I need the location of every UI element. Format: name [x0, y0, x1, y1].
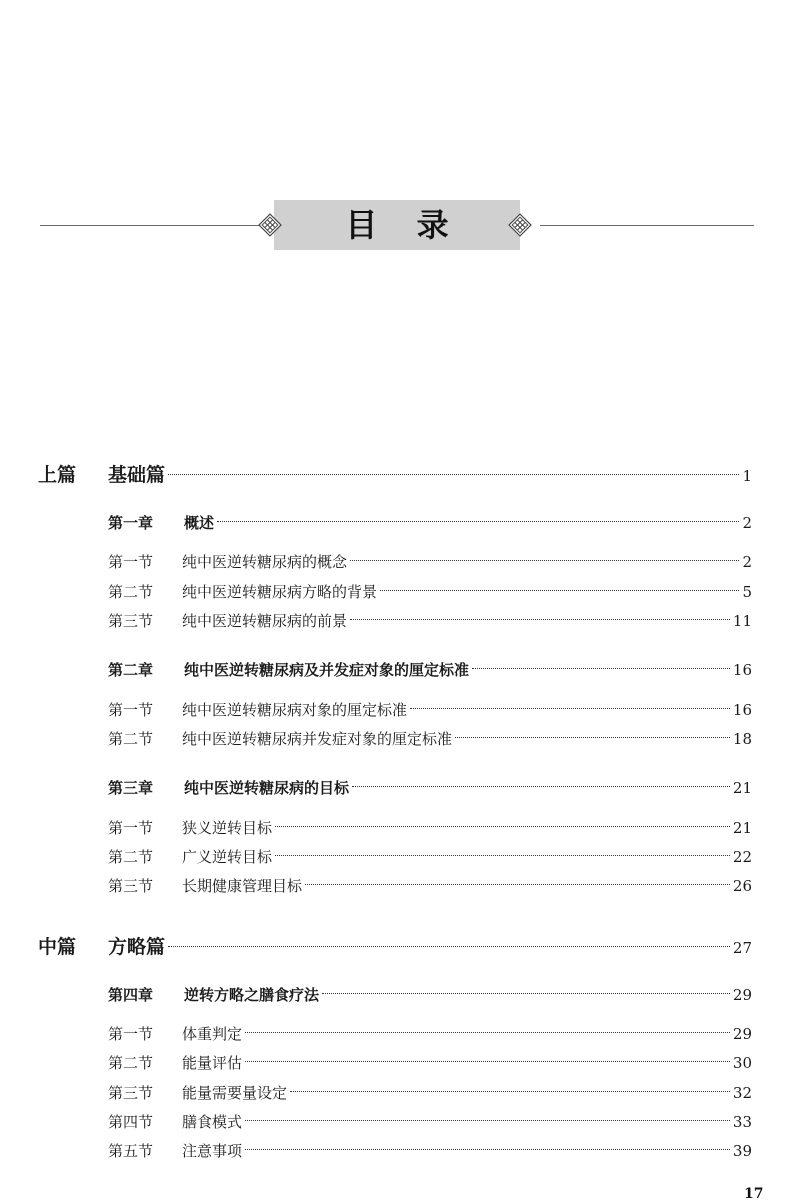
toc-section-entry[interactable] — [108, 608, 752, 634]
dot-leader — [350, 619, 730, 620]
dot-leader — [472, 668, 730, 669]
page-ref: 21 — [732, 779, 752, 797]
section-number: 第二节 — [108, 730, 154, 748]
dot-leader — [245, 1032, 730, 1033]
toc-section-entry[interactable] — [108, 1109, 752, 1135]
toc-section-entry[interactable] — [108, 549, 752, 575]
section-title: 注意事项 — [182, 1142, 243, 1160]
dot-leader — [168, 946, 730, 947]
section-title: 能量需要量设定 — [182, 1084, 288, 1102]
section-title: 能量评估 — [182, 1054, 243, 1072]
section-title: 长期健康管理目标 — [182, 877, 303, 895]
page-ref: 1 — [742, 467, 752, 485]
page-ref: 5 — [742, 583, 752, 601]
toc-chapter-entry[interactable] — [108, 982, 752, 1008]
dot-leader — [245, 1120, 730, 1121]
toc-section-entry[interactable] — [108, 726, 752, 752]
page-number: 17 — [744, 1186, 764, 1202]
page-ref: 16 — [732, 701, 752, 719]
dot-leader — [217, 521, 739, 522]
page-title: 目 录 — [345, 206, 463, 244]
dot-leader — [275, 855, 730, 856]
page-ref: 29 — [732, 986, 752, 1004]
toc-section-entry[interactable] — [108, 1050, 752, 1076]
toc-section-entry[interactable] — [108, 1080, 752, 1106]
toc-chapter-entry[interactable] — [108, 510, 752, 536]
section-number: 第三节 — [108, 612, 154, 630]
dot-leader — [380, 590, 739, 591]
section-number: 第一节 — [108, 819, 154, 837]
page-ref: 33 — [732, 1113, 752, 1131]
toc-section-entry[interactable] — [108, 697, 752, 723]
dot-leader — [455, 737, 730, 738]
toc-section-entry[interactable] — [108, 1021, 752, 1047]
toc-section-entry[interactable] — [108, 1138, 752, 1164]
chapter-number: 第四章 — [108, 986, 154, 1004]
section-title: 狭义逆转目标 — [182, 819, 273, 837]
page-ref: 32 — [732, 1084, 752, 1102]
toc-chapter-entry[interactable] — [108, 657, 752, 683]
section-number: 第三节 — [108, 1084, 154, 1102]
page-ref: 16 — [732, 661, 752, 679]
toc-part-entry[interactable] — [38, 462, 752, 488]
dot-leader — [168, 474, 739, 475]
page-ref: 11 — [732, 612, 752, 630]
page-ref: 21 — [732, 819, 752, 837]
chapter-title: 纯中医逆转糖尿病及并发症对象的厘定标准 — [184, 661, 470, 679]
section-number: 第一节 — [108, 1025, 154, 1043]
dot-leader — [245, 1149, 730, 1150]
page-ref: 27 — [732, 939, 752, 957]
toc-section-entry[interactable] — [108, 579, 752, 605]
section-number: 第一节 — [108, 701, 154, 719]
dot-leader — [305, 884, 730, 885]
page-ref: 26 — [732, 877, 752, 895]
section-title: 广义逆转目标 — [182, 848, 273, 866]
toc-section-entry[interactable] — [108, 815, 752, 841]
chapter-title: 纯中医逆转糖尿病的目标 — [184, 779, 350, 797]
part-title: 基础篇 — [108, 464, 166, 486]
chapter-number: 第三章 — [108, 779, 154, 797]
page-ref: 18 — [732, 730, 752, 748]
toc-section-entry[interactable] — [108, 844, 752, 870]
page-ref: 30 — [732, 1054, 752, 1072]
section-number: 第二节 — [108, 848, 154, 866]
chapter-number: 第二章 — [108, 661, 154, 679]
part-number: 中篇 — [38, 936, 77, 958]
part-number: 上篇 — [38, 464, 77, 486]
toc-chapter-entry[interactable] — [108, 775, 752, 801]
page-ref: 39 — [732, 1142, 752, 1160]
section-number: 第一节 — [108, 553, 154, 571]
section-number: 第五节 — [108, 1142, 154, 1160]
page-ref: 29 — [732, 1025, 752, 1043]
section-title: 纯中医逆转糖尿病对象的厘定标准 — [182, 701, 408, 719]
page-ref: 22 — [732, 848, 752, 866]
section-title: 膳食模式 — [182, 1113, 243, 1131]
section-title: 纯中医逆转糖尿病方略的背景 — [182, 583, 378, 601]
dot-leader — [245, 1061, 730, 1062]
page-ref: 2 — [742, 514, 752, 532]
toc-section-entry[interactable] — [108, 873, 752, 899]
dot-leader — [290, 1091, 730, 1092]
dot-leader — [322, 993, 730, 994]
section-title: 纯中医逆转糖尿病并发症对象的厘定标准 — [182, 730, 453, 748]
section-number: 第二节 — [108, 583, 154, 601]
section-number: 第三节 — [108, 877, 154, 895]
dot-leader — [350, 560, 739, 561]
section-title: 体重判定 — [182, 1025, 243, 1043]
page-ref: 2 — [742, 553, 752, 571]
dot-leader — [410, 708, 730, 709]
chapter-number: 第一章 — [108, 514, 154, 532]
section-number: 第二节 — [108, 1054, 154, 1072]
dot-leader — [275, 826, 730, 827]
chapter-title: 概述 — [184, 514, 215, 532]
section-number: 第四节 — [108, 1113, 154, 1131]
part-title: 方略篇 — [108, 936, 166, 958]
chapter-title: 逆转方略之膳食疗法 — [184, 986, 320, 1004]
dot-leader — [352, 786, 730, 787]
toc-part-entry[interactable] — [38, 934, 752, 960]
section-title: 纯中医逆转糖尿病的前景 — [182, 612, 348, 630]
section-title: 纯中医逆转糖尿病的概念 — [182, 553, 348, 571]
